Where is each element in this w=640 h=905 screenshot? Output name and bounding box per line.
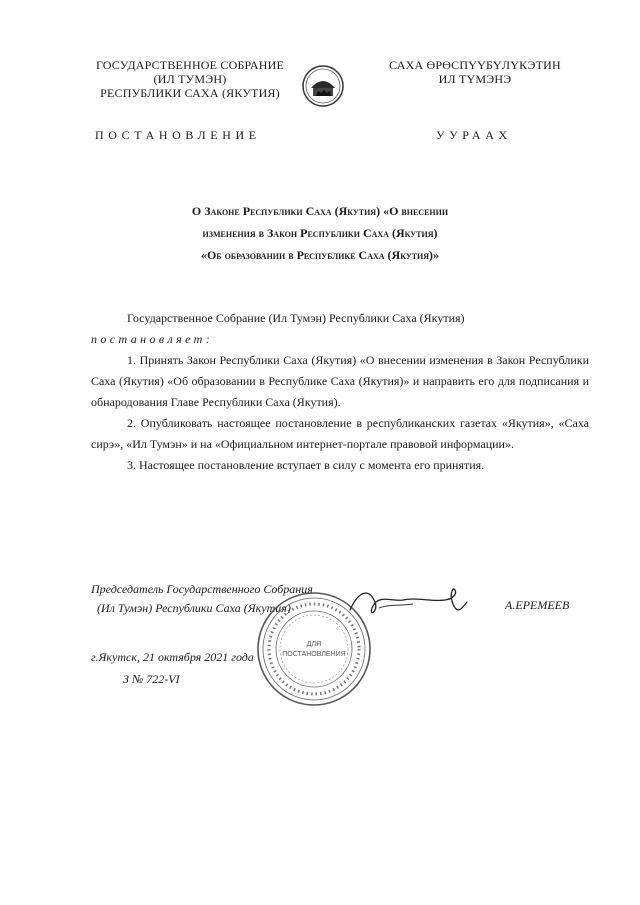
header-right-line: САХА ӨРӨСПҮҮБҮЛҮКЭТИН (389, 58, 561, 72)
decree-label-ru: ПОСТАНОВЛЕНИЕ (95, 128, 261, 142)
decree-label-sah: УУРААХ (436, 128, 512, 142)
stamp-center-line1: ДЛЯ (306, 641, 322, 648)
header-left-line: РЕСПУБЛИКИ САХА (ЯКУТИЯ) (100, 86, 280, 100)
header-left-line: (ИЛ ТУМЭН) (153, 72, 227, 86)
resolves-paragraph (91, 329, 589, 350)
place-and-date: г.Якутск, 21 октября 2021 года (91, 650, 254, 664)
intro-paragraph: Государственное Собрание (Ил Тумэн) Республики Саха (Якутия) (127, 311, 465, 325)
header-left-line: ГОСУДАРСТВЕННОЕ СОБРАНИЕ (95, 58, 285, 72)
document-body (91, 308, 589, 476)
signatory-role-line1: Председатель Государственного Собрания (91, 582, 313, 596)
document-number: З № 722-VI (123, 672, 180, 686)
item-paragraph: 3. Настоящее постановление вступает в силу с момента его принятия. (127, 458, 485, 472)
item-paragraph: 1. Принять Закон Республики Саха (Якутия) «О внесении изменения в Закон Республики Саха (Якутия) «Об образовании в Республике Саха (Якутия)» и направить его для подписания и обнародования Главе Республики Саха (Якутия). (91, 353, 589, 409)
signatory-role-line2: (Ил Тумэн) Республики Саха (Якутия) (97, 601, 291, 615)
resolves-word: постановляет: (91, 332, 214, 346)
yakutia-emblem-icon (302, 65, 344, 107)
stamp-center-line2: ПОСТАНОВЛЕНИЯ (282, 651, 346, 658)
header-left-block (70, 58, 310, 100)
document-title (100, 200, 540, 266)
signatory-name: А.ЕРЕМЕЕВ (505, 598, 570, 612)
handwritten-signature-icon (345, 580, 475, 625)
title-line: «Об образовании в Республике Саха (Якутия)» (200, 248, 440, 262)
item-paragraph: 2. Опубликовать настоящее постановление в республиканских газетах «Якутия», «Саха сирэ», «Ил Тумэн» и на «Официальном интернет-портале правовой информации». (91, 416, 589, 451)
title-line: изменения в Закон Республики Саха (Якутия) (202, 226, 438, 240)
header-right-block (360, 58, 590, 86)
title-line: О Законе Республики Саха (Якутия) «О внесении (191, 204, 449, 218)
header-right-line: ИЛ ТҮМЭНЭ (438, 72, 512, 86)
